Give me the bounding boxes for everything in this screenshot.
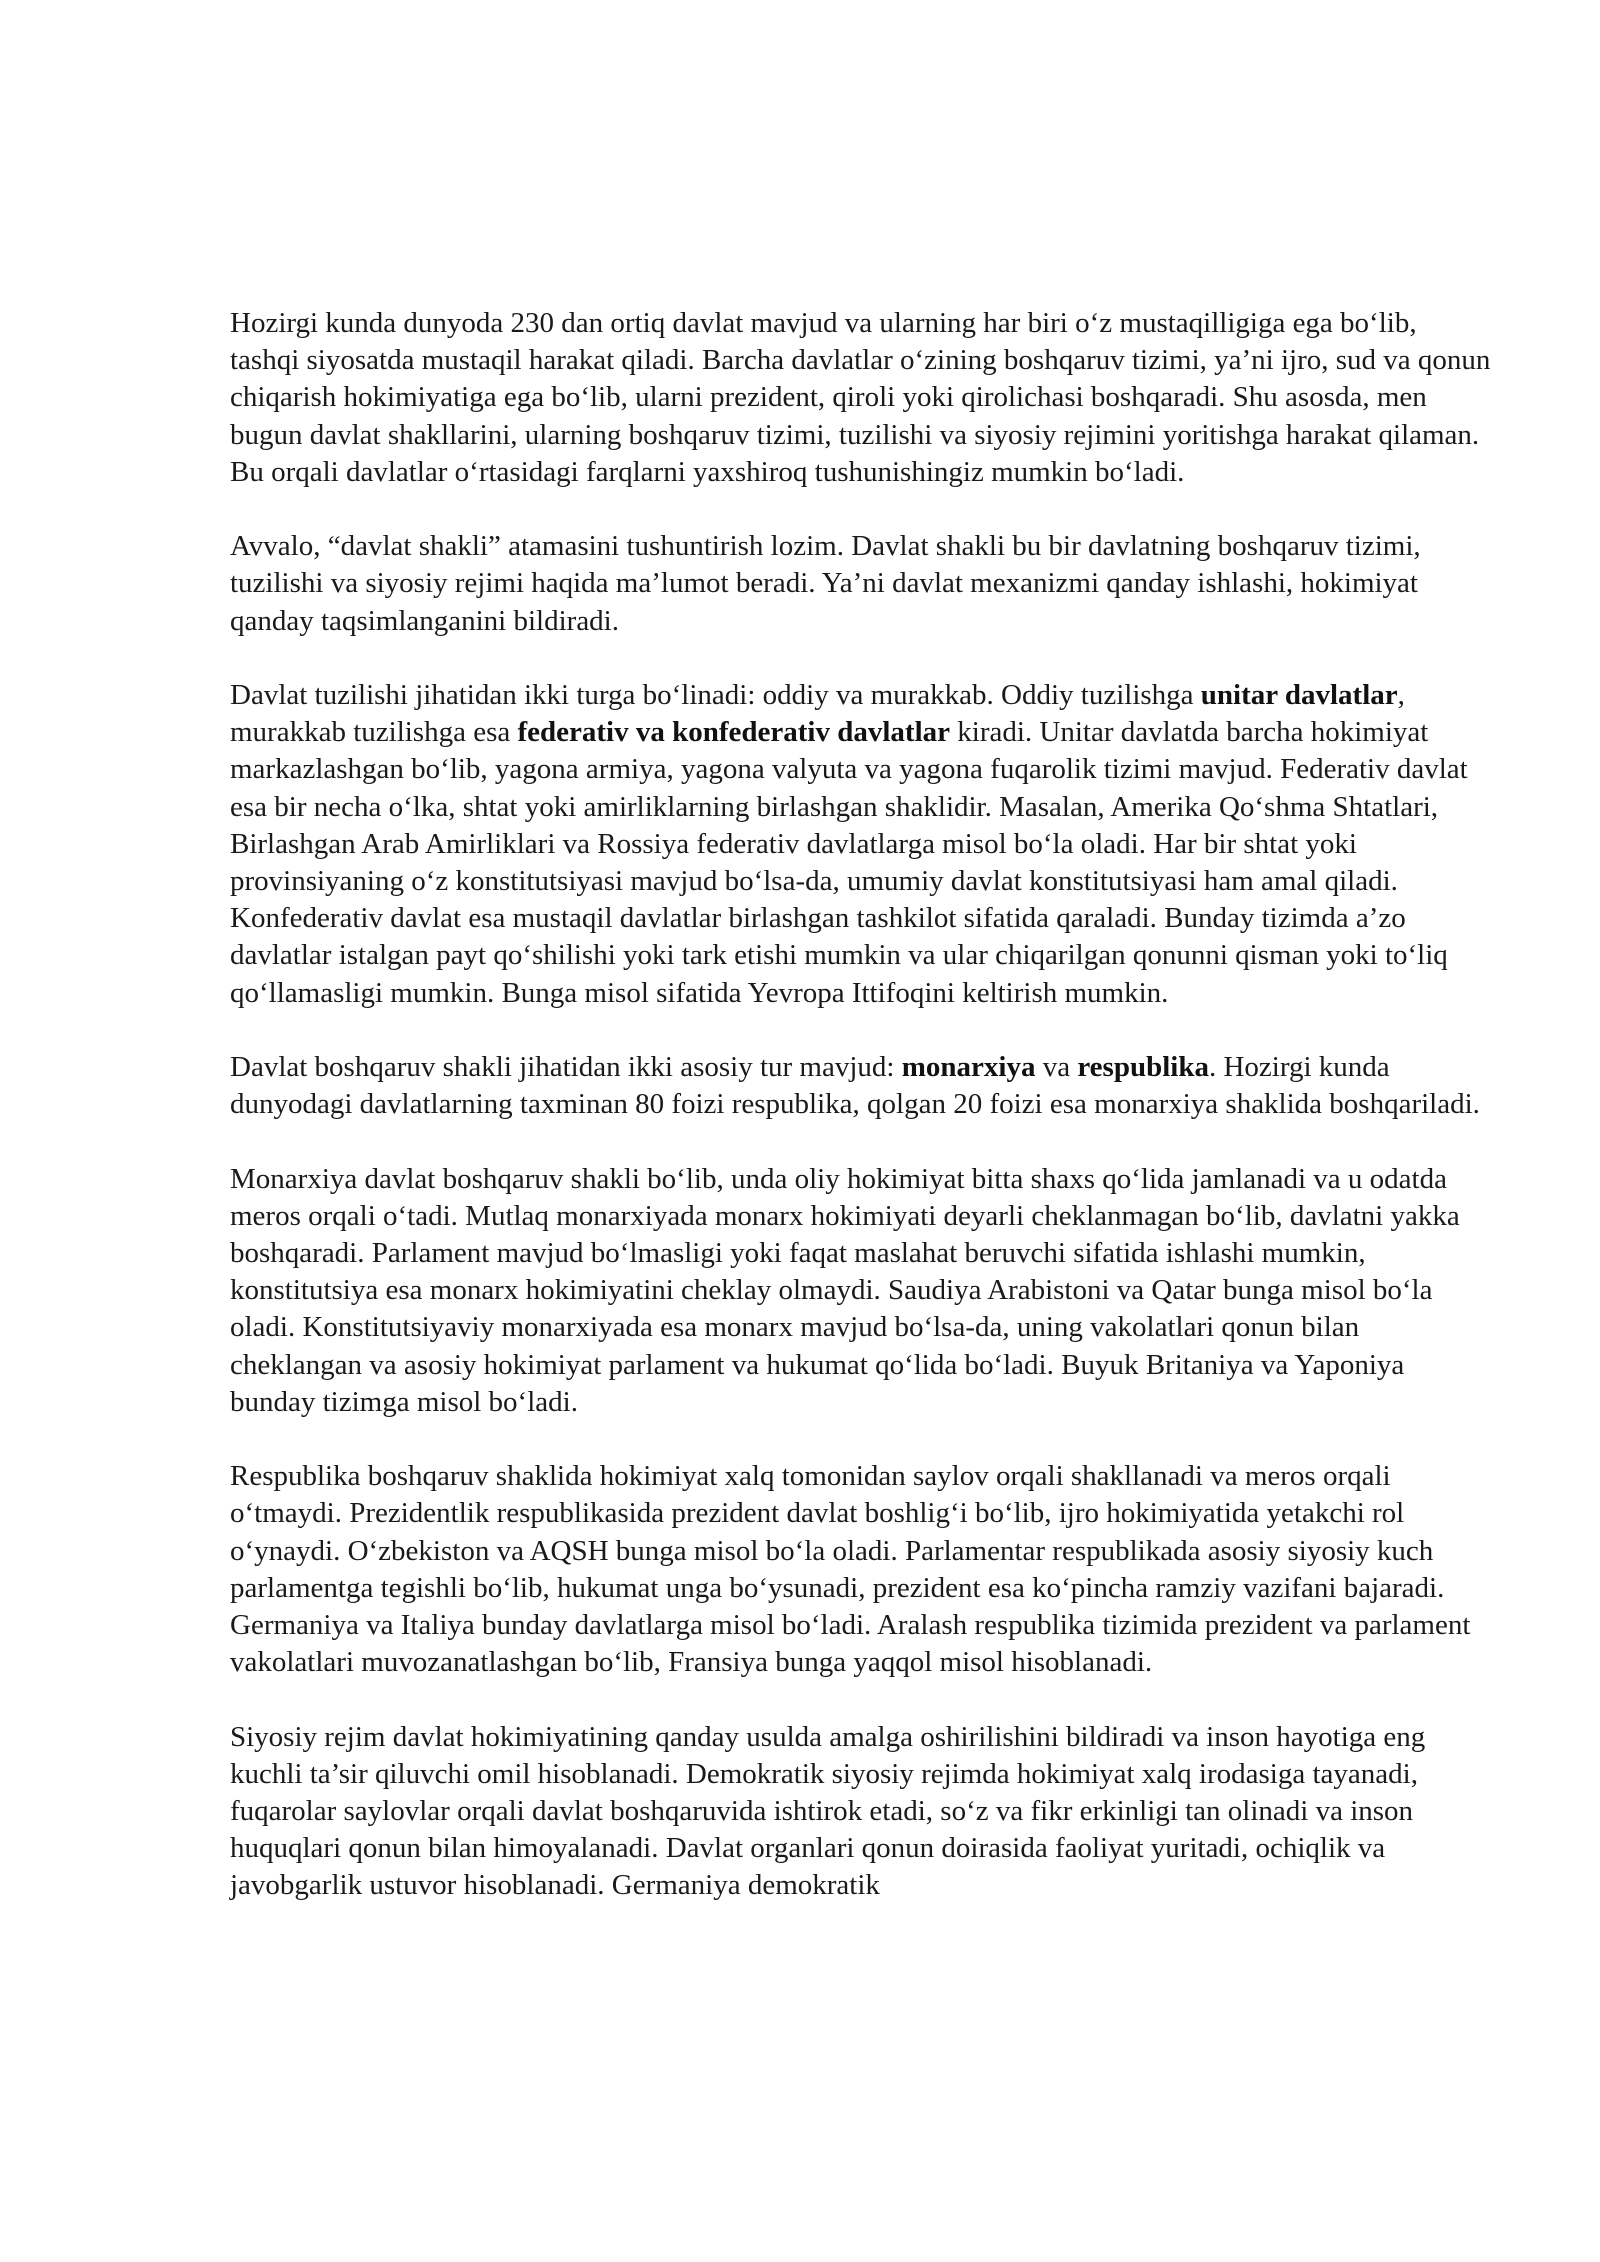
bold-term: federativ va konfederativ davlatlar <box>517 716 951 749</box>
bold-term: respublika <box>1077 1051 1209 1084</box>
document-body <box>230 305 1492 1905</box>
text-run: , murakkab tuzilishga esa <box>230 679 1405 749</box>
paragraph-definition <box>230 528 1492 640</box>
paragraph-intro <box>230 305 1492 491</box>
text-run: Respublika boshqaruv shaklida hokimiyat xalq tomonidan saylov orqali shakllanadi va meros orqali o‘tmaydi. Prezidentlik respublikasida prezident davlat boshlig‘i bo‘lib, ijro hokimiyatida yetakchi rol o‘ynaydi. O‘zbekiston va AQSH bunga misol bo‘la oladi. Parlamentar respublikada asosiy siyosiy kuch parlamentga tegishli bo‘lib, hukumat unga bo‘ysunadi, prezident esa ko‘pincha ramziy vazifani bajaradi. Germaniya va Italiya bunday davlatlarga misol bo‘ladi. Aralash respublika tizimida prezident va parlament vakolatlari muvozanatlashgan bo‘lib, Fransiya bunga yaqqol misol hisoblanadi. <box>230 1460 1471 1679</box>
text-run: va <box>1035 1051 1078 1084</box>
bold-term: unitar davlatlar <box>1200 679 1398 711</box>
text-run: Monarxiya davlat boshqaruv shakli bo‘lib, unda oliy hokimiyat bitta shaxs qo‘lida jamlanadi va u odatda meros orqali o‘tadi. Mutlaq monarxiyada monarx hokimiyati deyarli cheklanmagan bo‘lib, davlatni yakka boshqaradi. Parlament mavjud bo‘lmasligi yoki faqat maslahat beruvchi sifatida ishlashi mumkin, konstitutsiya esa monarx hokimiyatini cheklay olmaydi. Saudiya Arabistoni va Qatar bunga misol bo‘la oladi. Konstitutsiyaviy monarxiyada esa monarx mavjud bo‘lsa-da, uning vakolatlari qonun bilan cheklangan va asosiy hokimiyat parlament va hukumat qo‘lida bo‘ladi. Buyuk Britaniya va Yaponiya bunday tizimga misol bo‘ladi. <box>230 1162 1460 1418</box>
paragraph-structure <box>230 677 1492 1012</box>
text-run: Davlat tuzilishi jihatidan ikki turga bo‘linadi: oddiy va murakkab. Oddiy tuzilishga <box>230 679 1201 711</box>
text-run: Davlat boshqaruv shakli jihatidan ikki asosiy tur mavjud: <box>230 1051 902 1084</box>
paragraph-governance <box>230 1049 1492 1123</box>
paragraph-monarchy <box>230 1161 1492 1421</box>
text-run: kiradi. Unitar davlatda barcha hokimiyat markazlashgan bo‘lib, yagona armiya, yagona valyuta va yagona fuqarolik tizimi mavjud. Federativ davlat esa bir necha o‘lka, shtat yoki amirliklarning birlashgan shaklidir. Masalan, Amerika Qo‘shma Shtatlari, Birlashgan Arab Amirliklari va Rossiya federativ davlatlarga misol bo‘la oladi. Har bir shtat yoki provinsiyaning o‘z konstitutsiyasi mavjud bo‘lsa-da, umumiy davlat konstitutsiyasi ham amal qiladi. Konfederativ davlat esa mustaqil davlatlar birlashgan tashkilot sifatida qaraladi. Bunday tizimda a’zo davlatlar istalgan payt qo‘shilishi yoki tark etishi mumkin va ular chiqarilgan qonunni qisman yoki to‘liq qo‘llamasligi mumkin. Bunga misol sifatida Yevropa Ittifoqini keltirish mumkin. <box>230 716 1468 1009</box>
paragraph-republic <box>230 1458 1492 1681</box>
text-run: . Hozirgi kunda dunyodagi davlatlarning taxminan 80 foizi respublika, qolgan 20 foizi esa monarxiya shaklida boshqariladi. <box>230 1051 1480 1121</box>
bold-term: monarxiya <box>901 1051 1036 1084</box>
text-run: Hozirgi kunda dunyoda 230 dan ortiq davlat mavjud va ularning har biri o‘z mustaqilligiga ega bo‘lib, tashqi siyosatda mustaqil harakat qiladi. Barcha davlatlar o‘zining boshqaruv tizimi, ya’ni ijro, sud va qonun chiqarish hokimiyatiga ega bo‘lib, ularni prezident, qiroli yoki qirolichasi boshqaradi. Shu asosda, men bugun davlat shakllarini, ularning boshqaruv tizimi, tuzilishi va siyosiy rejimini yoritishga harakat qilaman. Bu orqali davlatlar o‘rtasidagi farqlarni yaxshiroq tushunishingiz mumkin bo‘ladi. <box>230 307 1491 488</box>
paragraph-political-regime <box>230 1719 1492 1905</box>
text-run: Avvalo, “davlat shakli” atamasini tushuntirish lozim. Davlat shakli bu bir davlatning boshqaruv tizimi, tuzilishi va siyosiy rejimi haqida ma’lumot beradi. Ya’ni davlat mexanizmi qanday ishlashi, hokimiyat qanday taqsimlanganini bildiradi. <box>230 530 1421 637</box>
text-run: Siyosiy rejim davlat hokimiyatining qanday usulda amalga oshirilishini bildiradi va inson hayotiga eng kuchli ta’sir qiluvchi omil hisoblanadi. Demokratik siyosiy rejimda hokimiyat xalq irodasiga tayanadi, fuqarolar saylovlar orqali davlat boshqaruvida ishtirok etadi, so‘z va fikr erkinligi tan olinadi va inson huquqlari qonun bilan himoyalanadi. Davlat organlari qonun doirasida faoliyat yuritadi, ochiqlik va javobgarlik ustuvor hisoblanadi. Germaniya demokratik <box>230 1720 1426 1902</box>
